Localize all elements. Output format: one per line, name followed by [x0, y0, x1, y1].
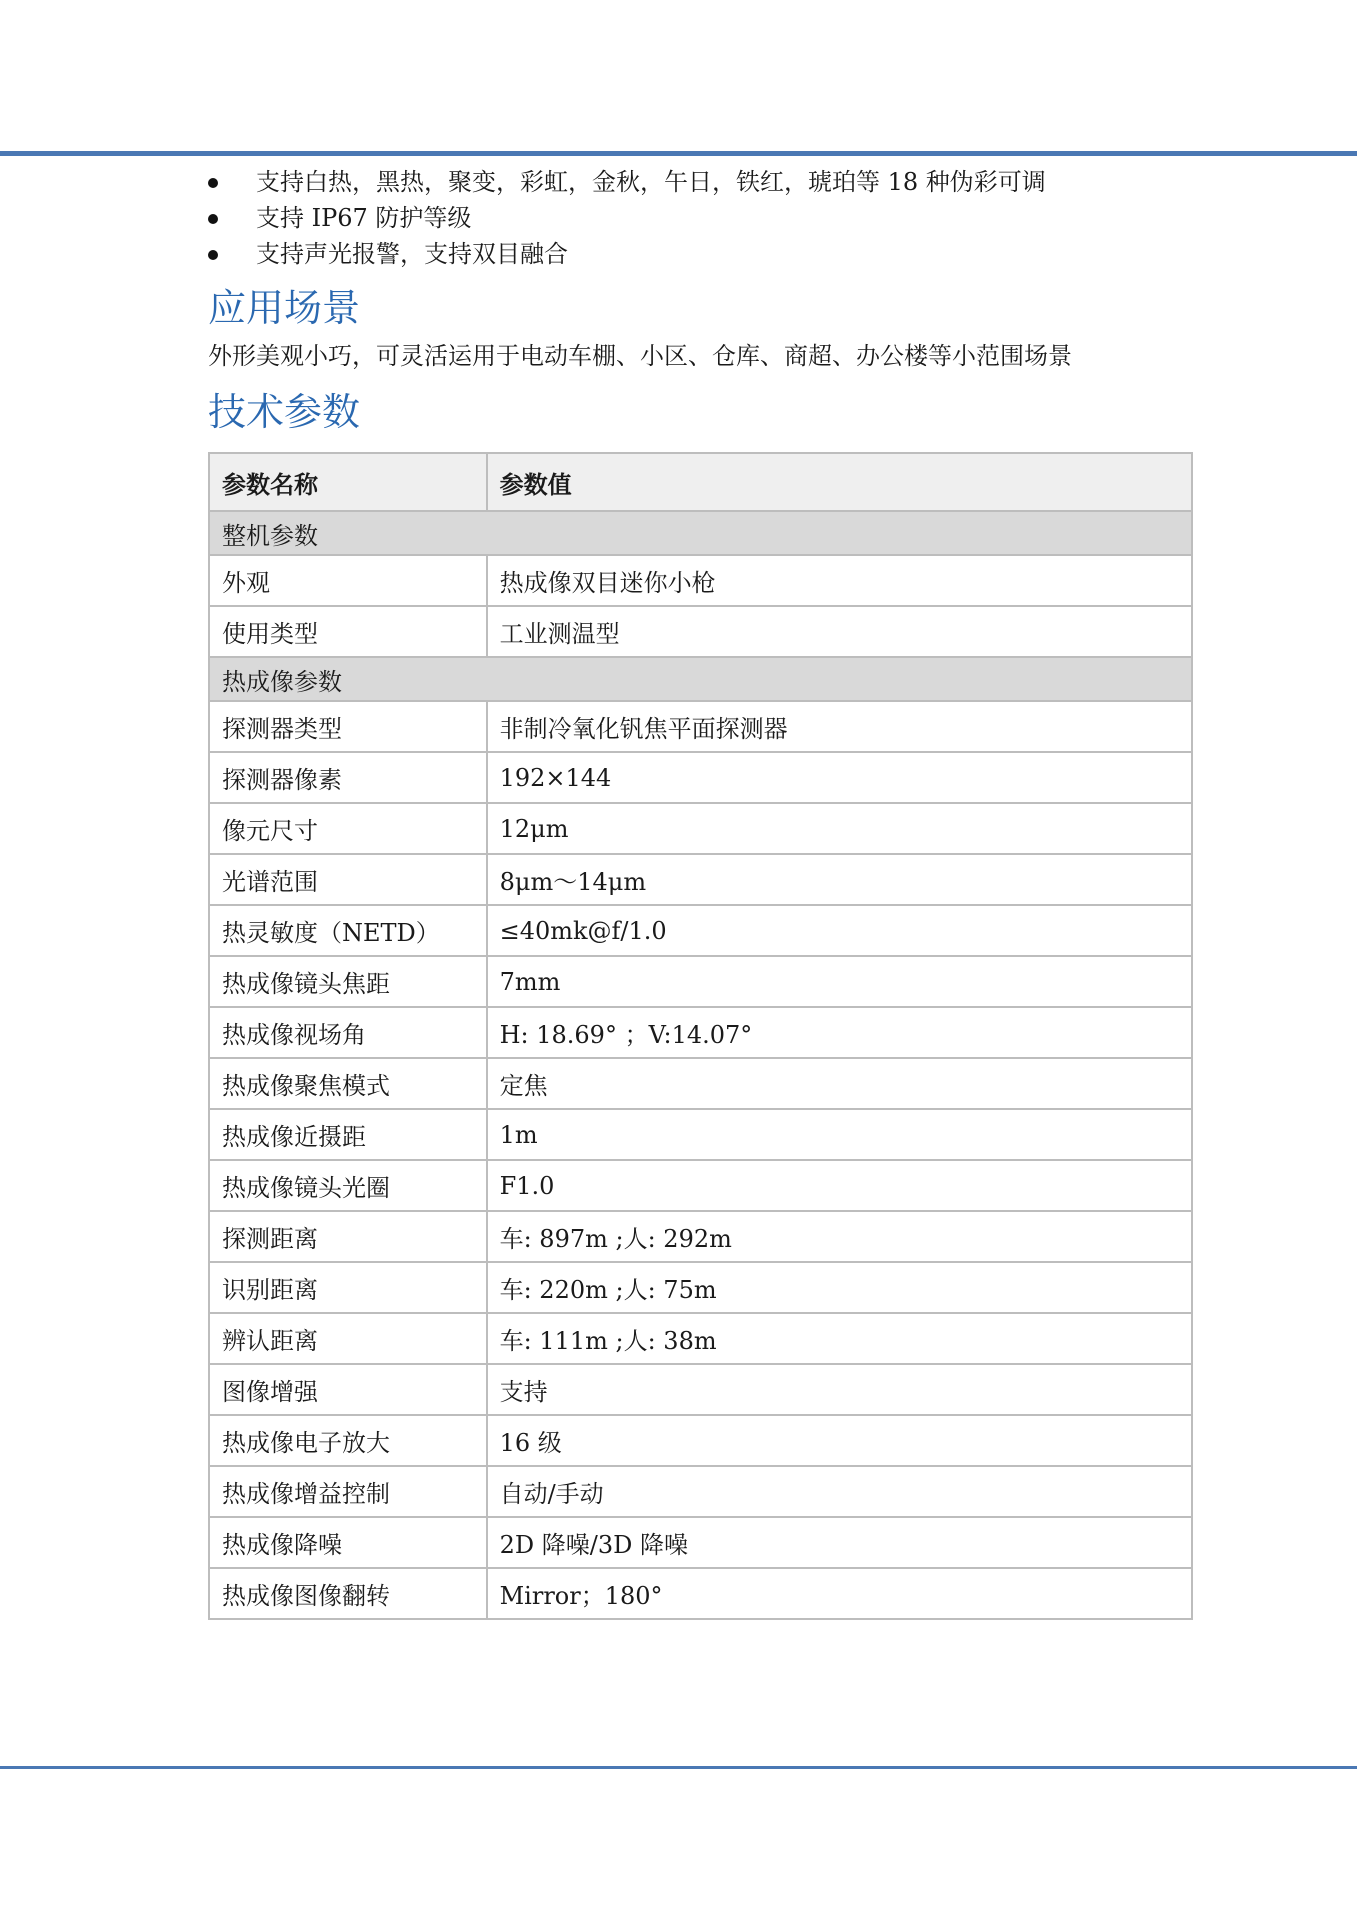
- specs-heading: 技术参数: [208, 390, 361, 434]
- param-value: 车: 111m ;人: 38m: [487, 1313, 1192, 1364]
- table-row: [209, 606, 1192, 657]
- bullet-icon: [208, 214, 218, 224]
- param-value: H: 18.69° ；V:14.07°: [487, 1007, 1192, 1058]
- param-value: F1.0: [487, 1160, 1192, 1211]
- param-name: 辨认距离: [209, 1313, 487, 1364]
- param-value: Mirror；180°: [487, 1568, 1192, 1619]
- feature-item: [208, 164, 1193, 200]
- spec-table-header: [209, 453, 1192, 511]
- param-value: 自动/手动: [487, 1466, 1192, 1517]
- param-name: 图像增强: [209, 1364, 487, 1415]
- table-row: [209, 555, 1192, 606]
- param-value: 车: 897m ;人: 292m: [487, 1211, 1192, 1262]
- table-row: [209, 701, 1192, 752]
- param-name: 热成像降噪: [209, 1517, 487, 1568]
- group-row: [209, 511, 1192, 555]
- param-value: 2D 降噪/3D 降噪: [487, 1517, 1192, 1568]
- param-name: 热成像增益控制: [209, 1466, 487, 1517]
- param-value: 定焦: [487, 1058, 1192, 1109]
- table-row: [209, 1313, 1192, 1364]
- param-value: ≤40mk@f/1.0: [487, 905, 1192, 956]
- param-name: 探测器类型: [209, 701, 487, 752]
- spec-table-body: [209, 511, 1192, 1619]
- table-row: [209, 956, 1192, 1007]
- table-row: [209, 1211, 1192, 1262]
- param-value: 16 级: [487, 1415, 1192, 1466]
- table-row: [209, 1160, 1192, 1211]
- param-value: 7mm: [487, 956, 1192, 1007]
- param-name: 热成像电子放大: [209, 1415, 487, 1466]
- table-row: [209, 905, 1192, 956]
- param-value: 8μm～14μm: [487, 854, 1192, 905]
- param-value: 192×144: [487, 752, 1192, 803]
- application-description: 外形美观小巧，可灵活运用于电动车棚、小区、仓库、商超、办公楼等小范围场景: [208, 342, 1072, 370]
- param-name: 热灵敏度（NETD）: [209, 905, 487, 956]
- feature-text: 支持白热，黑热，聚变，彩虹，金秋，午日，铁红，琥珀等 18 种伪彩可调: [256, 168, 1046, 196]
- feature-list: [208, 164, 1193, 272]
- param-value: 12μm: [487, 803, 1192, 854]
- bullet-icon: [208, 250, 218, 260]
- param-value: 非制冷氧化钒焦平面探测器: [487, 701, 1192, 752]
- feature-text: 支持 IP67 防护等级: [256, 204, 472, 232]
- table-row: [209, 1415, 1192, 1466]
- param-name: 识别距离: [209, 1262, 487, 1313]
- param-value: 热成像双目迷你小枪: [487, 555, 1192, 606]
- group-row: [209, 657, 1192, 701]
- table-row: [209, 1466, 1192, 1517]
- feature-item: [208, 200, 1193, 236]
- table-row: [209, 1058, 1192, 1109]
- column-header-value: 参数值: [487, 453, 1192, 511]
- param-name: 像元尺寸: [209, 803, 487, 854]
- footer-rule: [0, 1766, 1357, 1769]
- column-header-name: 参数名称: [209, 453, 487, 511]
- param-name: 探测距离: [209, 1211, 487, 1262]
- param-name: 热成像镜头光圈: [209, 1160, 487, 1211]
- param-name: 热成像视场角: [209, 1007, 487, 1058]
- feature-text: 支持声光报警，支持双目融合: [256, 240, 568, 268]
- param-name: 外观: [209, 555, 487, 606]
- param-name: 热成像聚焦模式: [209, 1058, 487, 1109]
- table-row: [209, 803, 1192, 854]
- param-value: 工业测温型: [487, 606, 1192, 657]
- group-title: 热成像参数: [209, 657, 1192, 701]
- param-name: 热成像近摄距: [209, 1109, 487, 1160]
- table-row: [209, 752, 1192, 803]
- page-content: [208, 164, 1193, 1620]
- bullet-icon: [208, 178, 218, 188]
- param-value: 支持: [487, 1364, 1192, 1415]
- table-row: [209, 1364, 1192, 1415]
- param-name: 探测器像素: [209, 752, 487, 803]
- table-row: [209, 1568, 1192, 1619]
- feature-item: [208, 236, 1193, 272]
- group-title: 整机参数: [209, 511, 1192, 555]
- header-rule: [0, 151, 1357, 156]
- param-name: 使用类型: [209, 606, 487, 657]
- table-row: [209, 1109, 1192, 1160]
- spec-table: [208, 452, 1193, 1620]
- table-row: [209, 1007, 1192, 1058]
- application-heading: 应用场景: [208, 286, 361, 330]
- param-value: 1m: [487, 1109, 1192, 1160]
- param-name: 热成像镜头焦距: [209, 956, 487, 1007]
- param-name: 光谱范围: [209, 854, 487, 905]
- table-row: [209, 854, 1192, 905]
- param-name: 热成像图像翻转: [209, 1568, 487, 1619]
- param-value: 车: 220m ;人: 75m: [487, 1262, 1192, 1313]
- table-row: [209, 1262, 1192, 1313]
- table-row: [209, 1517, 1192, 1568]
